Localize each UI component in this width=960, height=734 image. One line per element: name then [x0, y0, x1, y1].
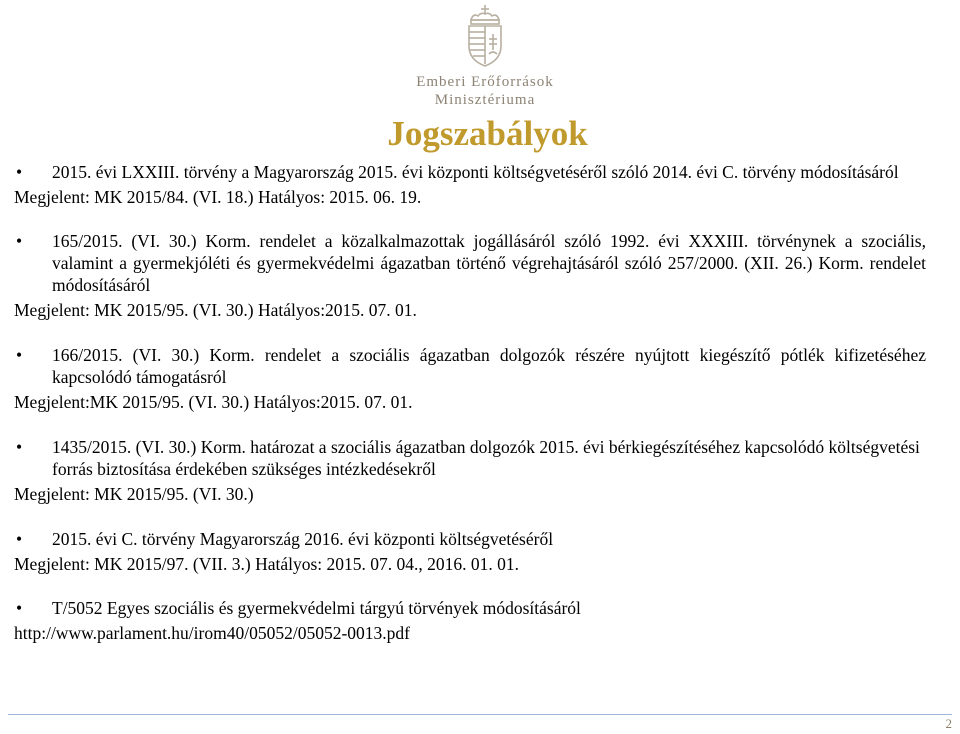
list-item	[14, 344, 926, 413]
page-title: Jogszabályok	[387, 114, 588, 153]
item-title	[14, 230, 926, 296]
footer-divider	[8, 714, 952, 715]
item-text: 166/2015. (VI. 30.) Korm. rendelet a szociális ágazatban dolgozók részére nyújtott kiegészítő pótlék kifizetéséhez kapcsolódó támogatásról	[52, 345, 926, 387]
logo-text-line1: Emberi Erőforrások	[416, 74, 554, 90]
item-text: 165/2015. (VI. 30.) Korm. rendelet a közalkalmazottak jogállásáról szóló 1992. évi XXXIII. törvénynek a szociális, valamint a gyermekjóléti és gyermekvédelmi ágazatban történő végrehajtásáról szóló 257/2000. (XII. 26.) Korm. rendelet módosításáról	[52, 231, 926, 295]
list-item	[14, 230, 926, 321]
list-item	[14, 161, 926, 208]
bullet-icon: •	[16, 231, 23, 251]
bullet-icon: •	[16, 598, 23, 618]
item-title	[14, 597, 926, 619]
coat-of-arms-icon	[461, 4, 509, 68]
bullet-icon: •	[16, 529, 23, 549]
bullet-icon: •	[16, 345, 23, 365]
item-meta: Megjelent: MK 2015/95. (VI. 30.)	[14, 484, 254, 504]
item-text: 2015. évi LXXIII. törvény a Magyarország 2015. évi központi költségvetéséről szóló 2014. évi C. törvény módosításáról	[52, 162, 899, 182]
item-title	[14, 528, 926, 550]
item-text: 1435/2015. (VI. 30.) Korm. határozat a szociális ágazatban dolgozók 2015. évi bérkiegészítéséhez kapcsolódó költségvetési forrás biztosítása érdekében szükséges intézkedésekről	[52, 437, 920, 479]
list-item	[14, 436, 926, 505]
ministry-logo	[405, 4, 565, 112]
item-title	[14, 161, 926, 183]
item-meta: Megjelent: MK 2015/84. (VI. 18.) Hatályos: 2015. 06. 19.	[14, 187, 422, 207]
item-link[interactable]: http://www.parlament.hu/irom40/05052/05052-0013.pdf	[14, 623, 410, 643]
item-title	[14, 344, 926, 388]
item-meta: Megjelent: MK 2015/97. (VII. 3.) Hatályos: 2015. 07. 04., 2016. 01. 01.	[14, 554, 520, 574]
page-number: 2	[945, 716, 952, 731]
item-meta: Megjelent: MK 2015/95. (VI. 30.) Hatályos:2015. 07. 01.	[14, 300, 417, 320]
item-title	[14, 436, 926, 480]
legislation-list	[14, 161, 926, 644]
item-text: 2015. évi C. törvény Magyarország 2016. évi központi költségvetéséről	[52, 529, 554, 549]
bullet-icon: •	[16, 162, 23, 182]
logo-text-line2: Minisztériuma	[434, 92, 536, 108]
item-text: T/5052 Egyes szociális és gyermekvédelmi tárgyú törvények módosításáról	[52, 598, 581, 618]
list-item	[14, 528, 926, 575]
item-meta: Megjelent:MK 2015/95. (VI. 30.) Hatályos:2015. 07. 01.	[14, 392, 413, 412]
list-item	[14, 597, 926, 644]
bullet-icon: •	[16, 437, 23, 457]
